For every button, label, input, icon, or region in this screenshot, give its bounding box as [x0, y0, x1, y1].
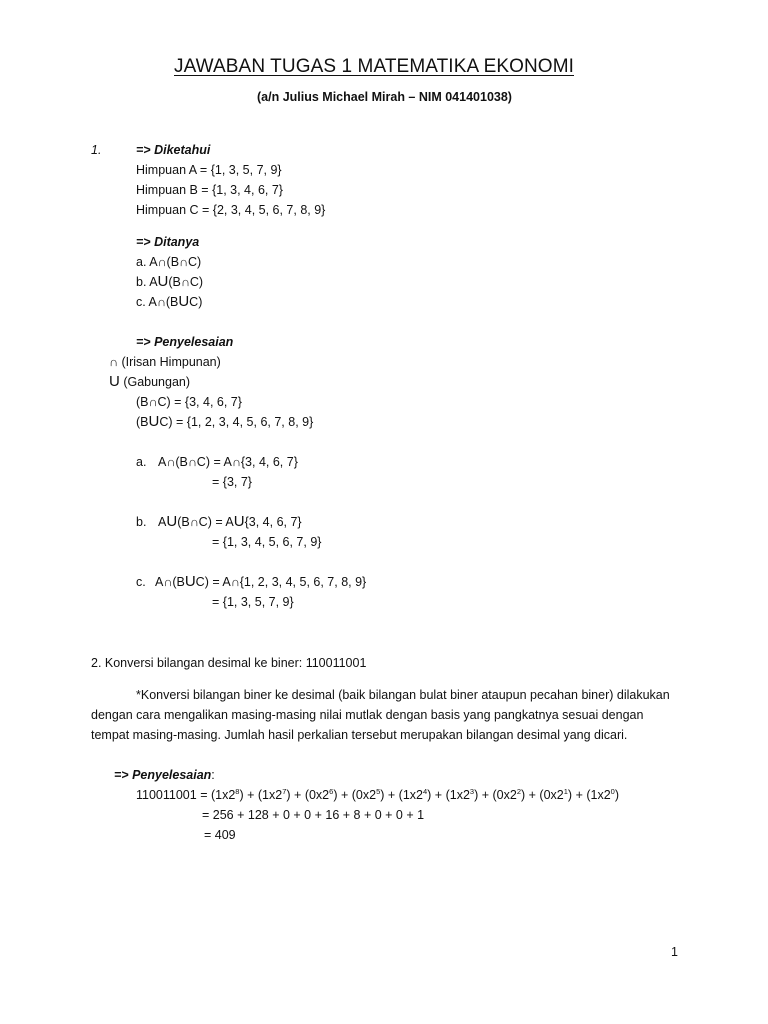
solution-a-label: a.: [136, 455, 147, 469]
union-symbol: U: [166, 513, 178, 530]
question-number-1: 1.: [91, 143, 102, 157]
union-definition: U (Gabungan): [109, 373, 191, 390]
expansion-term: $(1x2^0)$: [586, 787, 620, 802]
exponent: 2: [516, 787, 521, 796]
union-symbol: U: [148, 413, 160, 430]
exponent: 7: [282, 787, 287, 796]
solution-b-result: = {1, 3, 4, 5, 6, 7, 9}: [212, 535, 322, 549]
asked-c: c. A∩(BUC): [136, 293, 203, 310]
union-symbol: U: [184, 573, 196, 590]
document-title: JAWABAN TUGAS 1 MATEMATIKA EKONOMI: [174, 56, 574, 77]
solution-b-expression: AU(B∩C) = AU{3, 4, 6, 7}: [158, 513, 302, 530]
question-2-heading: 2. Konversi bilangan desimal ke biner: 110011001: [91, 656, 367, 670]
paragraph-line-3: tempat masing-masing. Jumlah hasil perkalian tersebut merupakan bilangan desimal yang dicari.: [91, 728, 628, 742]
binary-number: 110011001: [136, 788, 197, 802]
exponent: 5: [376, 787, 381, 796]
author-line: (a/n Julius Michael Mirah – NIM 041401038): [257, 90, 512, 104]
result-line: = 409: [204, 828, 236, 842]
bc-intersection: (B∩C) = {3, 4, 6, 7}: [136, 395, 242, 409]
exponent: 1: [563, 787, 568, 796]
set-c: Himpuan C = {2, 3, 4, 5, 6, 7, 8, 9}: [136, 203, 326, 217]
expansion-term: $(1x2^7)$: [257, 787, 291, 802]
expansion-term: $(0x2^6)$: [304, 787, 338, 802]
bc-union: (BUC) = {1, 2, 3, 4, 5, 6, 7, 8, 9}: [136, 413, 314, 430]
union-symbol: U: [109, 373, 120, 390]
solution-c-expression: A∩(BUC) = A∩{1, 2, 3, 4, 5, 6, 7, 8, 9}: [155, 573, 367, 590]
known-heading: => Diketahui: [136, 143, 211, 157]
union-symbol: U: [233, 513, 245, 530]
exponent: 8: [235, 787, 240, 796]
expansion-term: $(1x2^4)$: [398, 787, 432, 802]
asked-heading: => Ditanya: [136, 235, 200, 249]
binary-expansion: $110011001 = (1x2^8) + (1x2^7) + (0x2^6) + (0x2^5) + (1x2^4) + (1x2^3) + (0x2^2) + (0x2^1) + (1x2^0)$: [136, 787, 620, 802]
paragraph-line-2: dengan cara mengalikan masing-masing nilai mutlak dengan basis yang pangkatnya sesuai dengan: [91, 708, 644, 722]
expansion-term: $(0x2^2)$: [492, 787, 526, 802]
exponent: 0: [610, 787, 615, 796]
set-a: Himpuan A = {1, 3, 5, 7, 9}: [136, 163, 282, 177]
asked-b: b. AU(B∩C): [136, 273, 204, 290]
sum-line: = 256 + 128 + 0 + 0 + 16 + 8 + 0 + 0 + 1: [202, 808, 425, 822]
solution-heading: => Penyelesaian: [136, 335, 234, 349]
asked-a: a. A∩(B∩C): [136, 255, 202, 269]
exponent: 3: [469, 787, 475, 796]
exponent: 6: [329, 787, 334, 796]
intersection-definition: ∩ (Irisan Himpunan): [109, 355, 221, 369]
expansion-terms: $(1x2^8) + (1x2^7) + (0x2^6) + (0x2^5) + (1x2^4) + (1x2^3) + (0x2^2) + (0x2^1) + (1x2^0)$: [210, 787, 620, 802]
page-number: 1: [671, 945, 678, 959]
solution-b-label: b.: [136, 515, 147, 529]
union-symbol: U: [157, 273, 169, 290]
solution-c-label: c.: [136, 575, 146, 589]
solution-c-result: = {1, 3, 5, 7, 9}: [212, 595, 294, 609]
expansion-term: $(0x2^1)$: [539, 787, 573, 802]
union-symbol: U: [178, 293, 190, 310]
solution-a-expression: A∩(B∩C) = A∩{3, 4, 6, 7}: [158, 455, 298, 469]
expansion-term: $(1x2^3)$: [445, 787, 479, 802]
q2-solution-heading: => Penyelesaian:: [114, 768, 215, 782]
exponent: 4: [422, 787, 428, 796]
set-b: Himpuan B = {1, 3, 4, 6, 7}: [136, 183, 283, 197]
solution-a-result: = {3, 7}: [212, 475, 252, 489]
expansion-term: $(0x2^5)$: [351, 787, 385, 802]
expansion-term: $(1x2^8)$: [210, 787, 244, 802]
paragraph-line-1: *Konversi bilangan biner ke desimal (baik bilangan bulat biner ataupun pecahan biner) dilakukan: [136, 688, 670, 702]
